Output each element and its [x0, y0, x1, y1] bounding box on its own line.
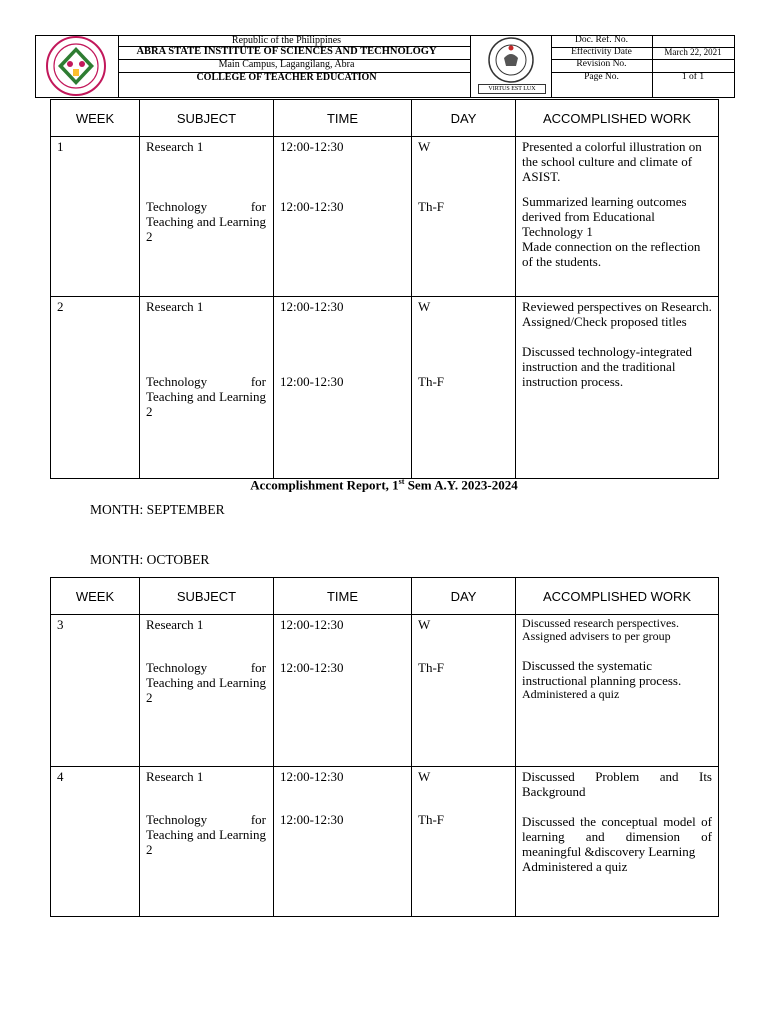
schedule-table-october: [50, 577, 719, 917]
accomplished-work: Discussed the systematic instructional planning process.: [522, 658, 682, 688]
table-header-row: [51, 578, 719, 615]
week-number: 1: [57, 139, 64, 154]
col-accomplished-work: ACCOMPLISHED WORK: [516, 578, 719, 615]
subject: Technology for Teaching and Learning 2: [146, 199, 266, 244]
institute-logo-icon: [38, 36, 114, 96]
subject: Research 1: [146, 769, 204, 784]
effectivity-value: March 22, 2021: [664, 47, 722, 57]
day: Th-F: [418, 199, 444, 214]
day: W: [418, 617, 431, 632]
time: 12:00-12:30: [280, 139, 344, 154]
accomplished-work: Summarized learning outcomes derived from Educational Technology 1: [522, 194, 687, 239]
doc-ref-label: Doc. Ref. No.: [574, 35, 629, 45]
accomplished-work: Administered a quiz: [522, 859, 628, 874]
col-day: DAY: [412, 100, 516, 137]
accomplished-work: Discussed research perspectives.: [522, 616, 679, 630]
accomplished-work: Discussed technology-integrated instruction and the traditional instruction process.: [522, 344, 693, 389]
day: Th-F: [418, 374, 444, 389]
day: W: [418, 139, 431, 154]
day: Th-F: [418, 812, 444, 827]
accomplished-work: Assigned advisers to per group: [522, 629, 671, 643]
accomplished-work: Reviewed perspectives on Research.: [522, 299, 712, 314]
seal-motto: VIRTUS EST LUX: [478, 84, 546, 94]
schedule-table-september: [50, 99, 719, 479]
effectivity-label: Effectivity Date: [571, 47, 632, 57]
revision-label: Revision No.: [576, 59, 627, 69]
table-header-row: [51, 100, 719, 137]
table-row: [51, 767, 719, 917]
day: Th-F: [418, 660, 444, 675]
accomplished-work: Discussed Problem and Its Background: [522, 769, 712, 799]
month-september: MONTH: SEPTEMBER: [90, 502, 225, 517]
col-week: WEEK: [51, 100, 140, 137]
subject: Technology for Teaching and Learning 2: [146, 812, 266, 857]
table-row: [51, 615, 719, 767]
accomplished-work: Assigned/Check proposed titles: [522, 314, 687, 329]
time: 12:00-12:30: [280, 199, 344, 214]
table-row: [51, 137, 719, 297]
table-row: [51, 297, 719, 479]
day: W: [418, 299, 431, 314]
week-number: 2: [57, 299, 64, 314]
institute-name: ABRA STATE INSTITUTE OF SCIENCES AND TECHNOLOGY: [136, 46, 437, 57]
report-title: Accomplishment Report, 1st Sem A.Y. 2023-2024: [250, 477, 518, 493]
col-time: TIME: [274, 578, 412, 615]
college-name: COLLEGE OF TEACHER EDUCATION: [196, 72, 377, 83]
subject: Research 1: [146, 139, 204, 154]
col-week: WEEK: [51, 578, 140, 615]
time: 12:00-12:30: [280, 299, 344, 314]
col-day: DAY: [412, 578, 516, 615]
accomplished-work: Administered a quiz: [522, 687, 620, 701]
week-number: 4: [57, 769, 64, 784]
accomplished-work: Made connection on the reflection of the students.: [522, 239, 701, 269]
col-subject: SUBJECT: [140, 578, 274, 615]
col-time: TIME: [274, 100, 412, 137]
time: 12:00-12:30: [280, 812, 344, 827]
campus-line: Main Campus, Lagangilang, Abra: [218, 59, 355, 70]
accomplished-work: Discussed the conceptual model of learning and dimension of meaningful &discovery Learning: [522, 814, 712, 859]
accomplished-work: Presented a colorful illustration on the school culture and climate of ASIST.: [522, 139, 702, 184]
time: 12:00-12:30: [280, 617, 344, 632]
page-label: Page No.: [584, 72, 619, 82]
republic-line: Republic of the Philippines: [231, 35, 342, 46]
col-accomplished-work: ACCOMPLISHED WORK: [516, 100, 719, 137]
col-subject: SUBJECT: [140, 100, 274, 137]
day: W: [418, 769, 431, 784]
subject: Technology for Teaching and Learning 2: [146, 660, 266, 705]
page-value: 1 of 1: [681, 72, 705, 82]
subject: Research 1: [146, 299, 204, 314]
subject: Research 1: [146, 617, 204, 632]
week-number: 3: [57, 617, 64, 632]
time: 12:00-12:30: [280, 374, 344, 389]
month-october: MONTH: OCTOBER: [90, 552, 210, 567]
time: 12:00-12:30: [280, 769, 344, 784]
time: 12:00-12:30: [280, 660, 344, 675]
college-seal-icon: [476, 36, 546, 84]
subject: Technology for Teaching and Learning 2: [146, 374, 266, 419]
